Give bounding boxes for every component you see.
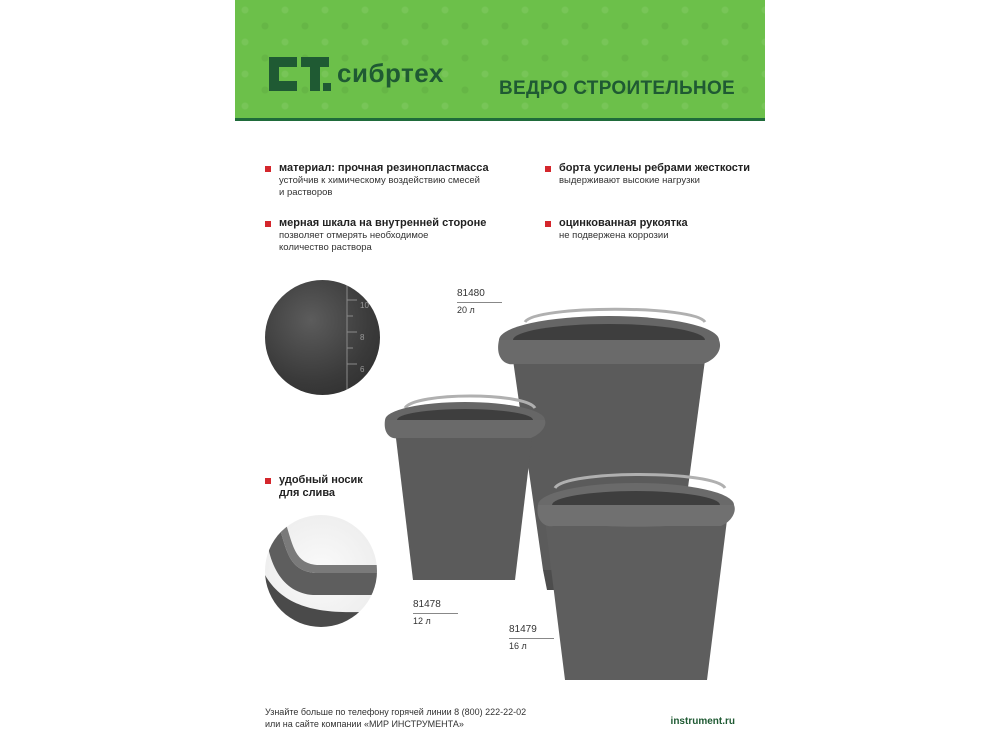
feature-scale [265, 217, 505, 254]
feature-rims [545, 162, 785, 187]
model-code: 81479 [509, 624, 537, 635]
model-volume: 12 л [413, 616, 431, 626]
bullet-icon [545, 166, 551, 172]
feature-desc: не подвержена коррозии [559, 230, 669, 241]
feature-title: мерная шкала на внутренней стороне [279, 217, 487, 229]
footer-line: или на сайте компании «МИР ИНСТРУМЕНТА» [265, 719, 464, 729]
spout-closeup [265, 515, 377, 627]
product-title: ВЕДРО СТРОИТЕЛЬНОЕ [499, 78, 735, 99]
model-volume: 16 л [509, 641, 527, 651]
feature-title: удобный носик [279, 474, 363, 486]
scale-mark: 6 [360, 365, 365, 374]
scale-mark: 8 [360, 333, 365, 342]
footer-line: Узнайте больше по телефону горячей линии 8 (800) 222-22-02 [265, 707, 527, 717]
feature-desc: выдерживают высокие нагрузки [559, 175, 700, 186]
bullet-icon [265, 221, 271, 227]
logo-mark-icon [263, 53, 333, 95]
bullet-icon [265, 166, 271, 172]
brand-name: сибртех [337, 58, 444, 88]
scale-mark: 10 [360, 301, 369, 310]
feature-title: борта усилены ребрами жесткости [559, 162, 751, 174]
bullet-icon [265, 478, 271, 484]
measuring-scale-icon [265, 280, 380, 395]
model-divider [509, 638, 554, 639]
bullet-icon [545, 221, 551, 227]
model-code: 81480 [457, 288, 485, 299]
bucket-12l [385, 396, 546, 580]
bucket-16l [537, 475, 734, 681]
feature-title: материал: прочная резинопластмасса [279, 162, 489, 174]
footer-contact [265, 706, 526, 730]
feature-desc: и растворов [279, 187, 333, 198]
feature-title: оцинкованная рукоятка [559, 217, 688, 229]
feature-desc: устойчив к химическому воздействию смесей [279, 175, 480, 186]
model-divider [457, 302, 502, 303]
header-banner [235, 0, 765, 121]
feature-handle [545, 217, 785, 242]
buckets-illustration [365, 300, 765, 700]
product-sheet [235, 0, 765, 750]
model-divider [413, 613, 458, 614]
footer-site-link[interactable]: instrument.ru [670, 716, 735, 727]
model-volume: 20 л [457, 305, 475, 315]
brand-logo [263, 53, 463, 95]
scale-closeup [265, 280, 380, 395]
feature-title: для слива [279, 487, 336, 499]
model-code: 81478 [413, 599, 441, 610]
feature-material [265, 162, 505, 199]
feature-desc: позволяет отмерять необходимое [279, 230, 429, 241]
spout-icon [265, 515, 377, 627]
feature-desc: количество раствора [279, 242, 372, 253]
